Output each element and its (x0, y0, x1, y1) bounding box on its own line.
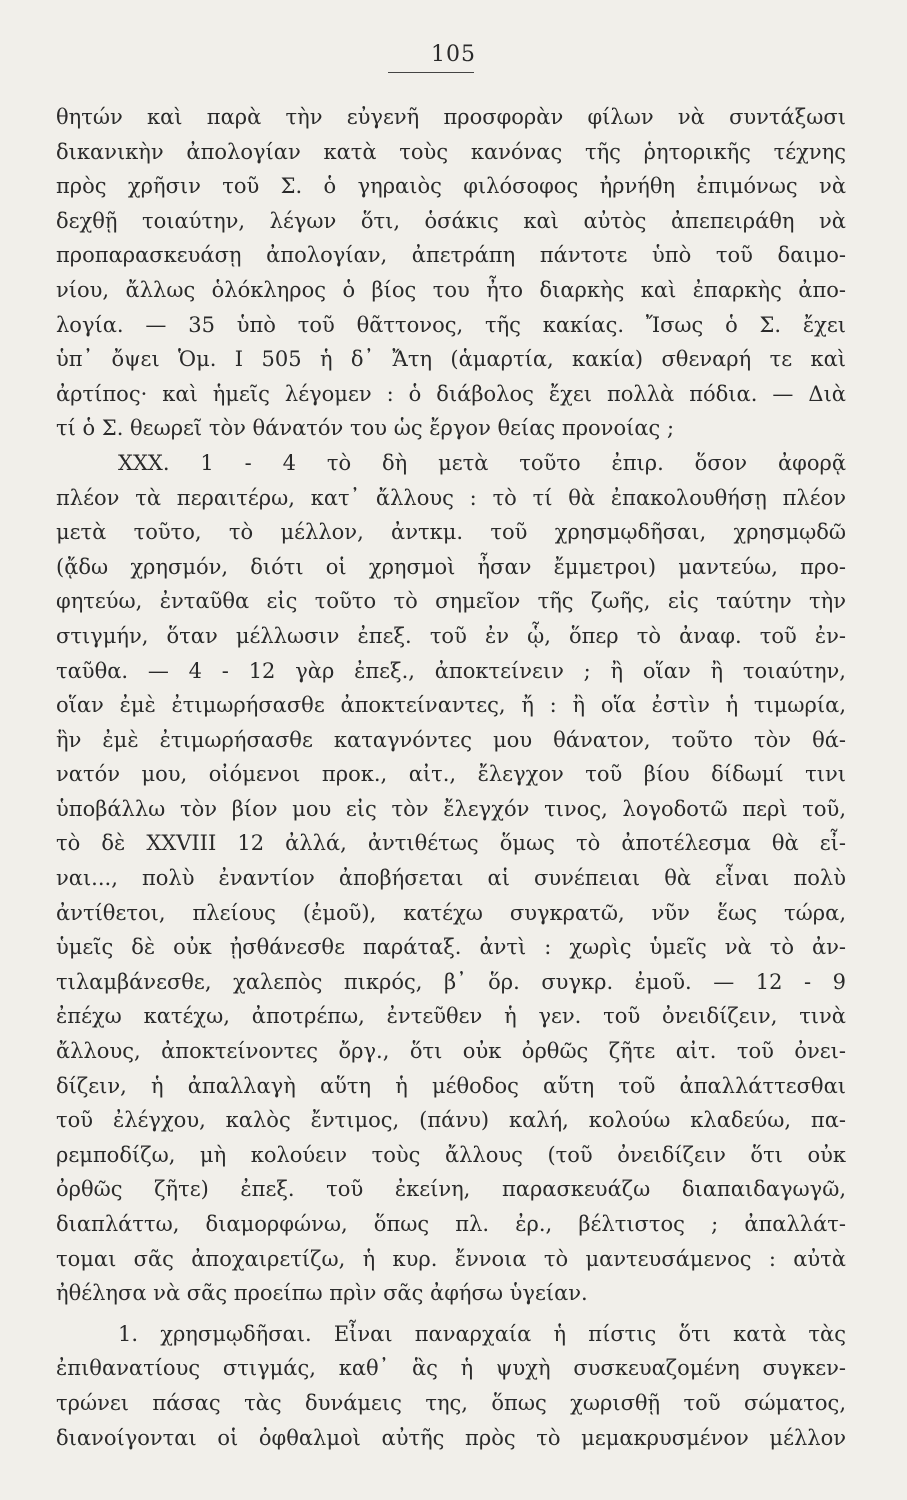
text-line: ἀρτίπος· καὶ ἡμεῖς λέγομεν : ὁ διάβολος ἔχει πολλὰ πόδια. — Διὰ (56, 381, 846, 406)
page-number: 105 (431, 42, 476, 67)
commentary-text (56, 100, 846, 1455)
text-line: τιλαμβάνεσθε, χαλεπὸς πικρός, β᾽ ὅρ. συγκρ. ἐμοῦ. — 12 - 9 (56, 969, 846, 994)
text-line: ταῦθα. — 4 - 12 γὰρ ἐπεξ., ἀποκτείνειν ; ἢ οἵαν ἢ τοιαύτην, (56, 658, 846, 683)
text-line: διανοίγονται οἱ ὀφθαλμοὶ αὐτῆς πρὸς τὸ μεμακρυσμένον μέλλον (56, 1425, 846, 1450)
text-line: ὑμεῖς δὲ οὐκ ᾐσθάνεσθε παράταξ. ἀντὶ : χωρὶς ὑμεῖς νὰ τὸ ἀν- (56, 935, 846, 960)
text-line: διαπλάττω, διαμορφώνω, ὅπως πλ. ἐρ., βέλτιστος ; ἀπαλλάτ- (56, 1212, 846, 1236)
text-line: δεχθῇ τοιαύτην, λέγων ὅτι, ὁσάκις καὶ αὐτὸς ἀπεπειράθη νὰ (56, 208, 846, 233)
text-line: στιγμήν, ὅταν μέλλωσιν ἐπεξ. τοῦ ἐν ᾧ, ὅπερ τὸ ἀναφ. τοῦ ἐν- (56, 623, 846, 648)
text-line: προπαρασκευάσῃ ἀπολογίαν, ἀπετράπη πάντοτε ὑπὸ τοῦ δαιμο- (56, 243, 846, 268)
text-line: οἵαν ἐμὲ ἐτιμωρήσασθε ἀποκτείναντες, ἤ : ἢ οἵα ἐστὶν ἡ τιμωρία, (56, 693, 846, 718)
text-line: τρώνει πάσας τὰς δυνάμεις της, ὅπως χωρισθῇ τοῦ σώματος, (56, 1390, 846, 1415)
text-line: νίου, ἄλλως ὁλόκληρος ὁ βίος του ἦτο διαρκὴς καὶ ἐπαρκὴς ἀπο- (56, 277, 846, 302)
text-line: δικανικὴν ἀπολογίαν κατὰ τοὺς κανόνας τῆς ῥητορικῆς τέχνης (56, 139, 846, 164)
text-line: ὀρθῶς ζῆτε) ἐπεξ. τοῦ ἐκείνη, παρασκευάζω διαπαιδαγωγῶ, (56, 1177, 846, 1202)
text-line: πλέον τὰ περαιτέρω, κατ᾽ ἄλλους : τὸ τί θὰ ἐπακολουθήσῃ πλέον (56, 485, 846, 510)
page-number-rule (388, 72, 474, 73)
text-line: ὑποβάλλω τὸν βίον μου εἰς τὸν ἔλεγχόν τινος, λογοδοτῶ περὶ τοῦ, (56, 796, 846, 821)
note-heading-line: 1. χρησμῳδῆσαι. Εἶναι παναρχαία ἡ πίστις ὅτι κατὰ τὰς (118, 1321, 846, 1346)
text-line: φητεύω, ἐνταῦθα εἰς τοῦτο τὸ σημεῖον τῆς ζωῆς, εἰς ταύτην τὴν (56, 589, 846, 614)
text-line: μετὰ τοῦτο, τὸ μέλλον, ἀντκμ. τοῦ χρησμῳδῆσαι, χρησμῳδῶ (56, 520, 846, 545)
text-line: ἐπιθανατίους στιγμάς, καθ᾽ ἃς ἡ ψυχὴ συσκευαζομένη συγκεν- (56, 1356, 846, 1381)
text-line: λογία. — 35 ὑπὸ τοῦ θᾶττονος, τῆς κακίας. Ἴσως ὁ Σ. ἔχει (56, 312, 846, 337)
text-line: τὸ δὲ XXVIII 12 ἀλλά, ἀντιθέτως ὅμως τὸ ἀποτέλεσμα θὰ εἶ- (56, 831, 846, 856)
text-line: τομαι σᾶς ἀποχαιρετίζω, ἡ κυρ. ἔννοια τὸ μαντευσάμενος : αὐτὰ (56, 1246, 846, 1271)
text-line: πρὸς χρῆσιν τοῦ Σ. ὁ γηραιὸς φιλόσοφος ἠρνήθη ἐπιμόνως νὰ (56, 174, 846, 199)
text-line: ἀντίθετοι, πλείους (ἐμοῦ), κατέχω συγκρατῶ, νῦν ἕως τώρα, (56, 900, 846, 925)
text-line: θητών καὶ παρὰ τὴν εὐγενῆ προσφορὰν φίλων νὰ συντάξωσι (56, 105, 846, 129)
text-line: δίζειν, ἡ ἀπαλλαγὴ αὕτη ἡ μέθοδος αὕτη τοῦ ἀπαλλάττεσθαι (56, 1073, 846, 1098)
text-line: ρεμποδίζω, μὴ κολούειν τοὺς ἄλλους (τοῦ ὀνειδίζειν ὅτι οὐκ (56, 1142, 846, 1167)
text-line: τί ὁ Σ. θεωρεῖ τὸν θάνατόν του ὡς ἔργον θείας προνοίας ; (56, 416, 675, 441)
text-line: ὑπ᾽ ὄψει Ὁμ. Ι 505 ἡ δ᾽ Ἄτη (ἁμαρτία, κακία) σθεναρή τε καὶ (56, 347, 846, 372)
text-line: ἣν ἐμὲ ἐτιμωρήσασθε καταγνόντες μου θάνατον, τοῦτο τὸν θά- (56, 727, 846, 752)
text-line: (ᾄδω χρησμόν, διότι οἱ χρησμοὶ ἦσαν ἔμμετροι) μαντεύω, προ- (56, 554, 846, 579)
text-line: ἐπέχω κατέχω, ἀποτρέπω, ἐντεῦθεν ἡ γεν. τοῦ ὀνειδίζειν, τινὰ (56, 1004, 846, 1029)
text-line: ἠθέλησα νὰ σᾶς προείπω πρὶν σᾶς ἀφήσω ὑγείαν. (56, 1281, 588, 1306)
section-heading-line: XXX. 1 - 4 τὸ δὴ μετὰ τοῦτο ἐπιρ. ὅσον ἀφορᾷ (118, 450, 846, 475)
text-line: ναι..., πολὺ ἐναντίον ἀποβήσεται αἱ συνέπειαι θὰ εἶναι πολὺ (56, 866, 846, 891)
text-line: νατόν μου, οἰόμενοι προκ., αἰτ., ἔλεγχον τοῦ βίου δίδωμί τινι (56, 762, 846, 787)
text-line: τοῦ ἐλέγχου, καλὸς ἔντιμος, (πάνυ) καλή, κολούω κλαδεύω, πα- (56, 1108, 846, 1133)
text-line: ἄλλους, ἀποκτείνοντες ὄργ., ὅτι οὐκ ὀρθῶς ζῆτε αἰτ. τοῦ ὀνει- (56, 1039, 846, 1064)
